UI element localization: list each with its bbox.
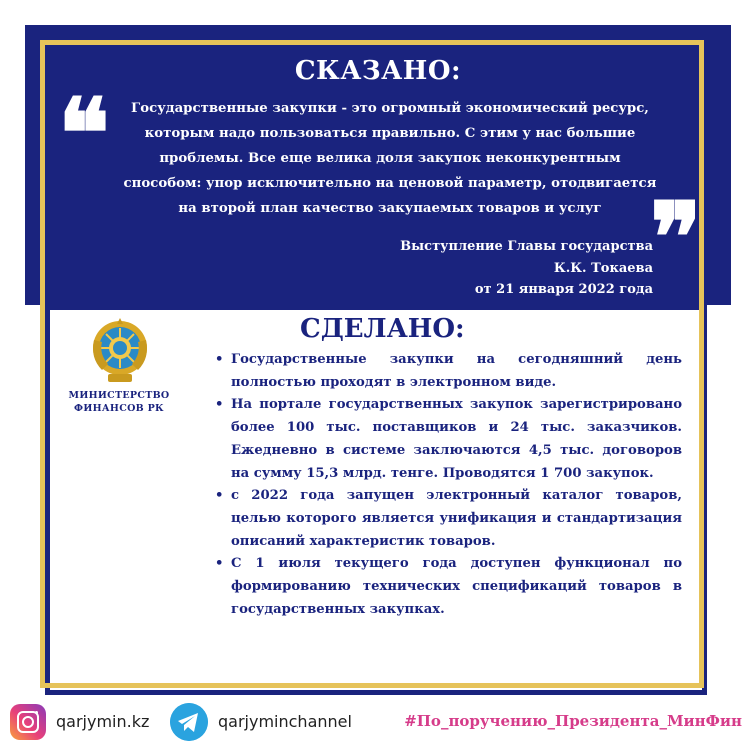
- instagram-handle[interactable]: qarjymin.kz: [56, 712, 150, 731]
- instagram-icon[interactable]: [10, 704, 46, 740]
- done-title: СДЕЛАНО:: [300, 314, 465, 344]
- done-list: [214, 349, 682, 621]
- quote-close-icon: ❞: [650, 181, 702, 294]
- hashtag[interactable]: #По_поручению_Президента_МинФин: [404, 712, 742, 730]
- done-list-item: • На портале государственных закупок зарегистрировано более 100 тыс. поставщиков и 24 тыс. заказчиков. Ежедневно в системе заключаются 4,5 тыс. договоров на сумму 15,3 млрд. тенге. Проводятся 1 700 закупок.: [214, 394, 682, 485]
- ministry-line: ФИНАНСОВ РК: [74, 403, 164, 414]
- attribution: [400, 236, 653, 301]
- done-list-item: • Государственные закупки на сегодняшний день полностью проходят в электронном виде.: [214, 349, 682, 394]
- quote-text: Государственные закупки - это огромный экономический ресурс, которым надо пользоваться правильно. С этим у нас большие проблемы. Все еще велика доля закупок неконкурентным способом: упор исключительно на ценовой параметр, отодвигается на второй план качество закупаемых товаров и услуг: [123, 101, 657, 216]
- attribution-line: от 21 января 2022 года: [474, 282, 653, 297]
- ministry-line: МИНИСТЕРСТВО: [68, 390, 170, 401]
- said-title: СКАЗАНО:: [294, 56, 462, 86]
- ministry-label: [64, 389, 174, 415]
- done-list-item: • С 1 июля текущего года доступен функционал по формированию технических спецификаций товаров в государственных закупках.: [214, 553, 682, 621]
- attribution-line: К.К. Токаева: [553, 260, 653, 276]
- footer: [0, 700, 756, 753]
- attribution-line: Выступление Главы государства: [400, 239, 653, 254]
- telegram-handle[interactable]: qarjyminchannel: [218, 712, 352, 731]
- quote-open-icon: ❝: [58, 77, 110, 190]
- done-list-item: • с 2022 года запущен электронный каталог товаров, целью которого является унификация и стандартизация описаний характеристик товаров.: [214, 485, 682, 553]
- emblem-of-kazakhstan-icon: [90, 318, 150, 384]
- telegram-icon[interactable]: [170, 703, 208, 741]
